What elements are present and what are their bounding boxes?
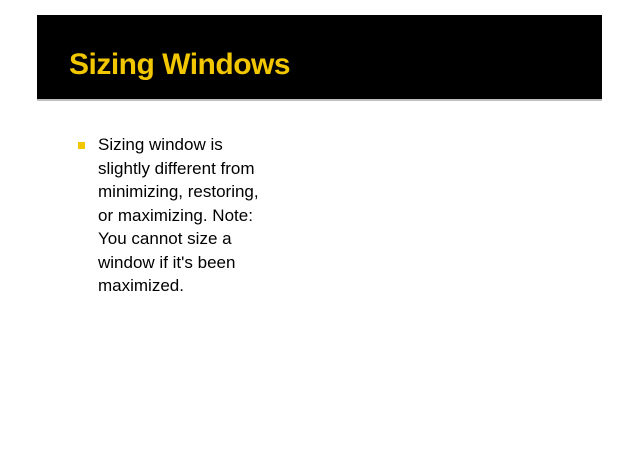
slide-content (76, 133, 316, 298)
bullet-line: slightly different from (98, 158, 255, 178)
bullet-line: or maximizing. Note: (98, 205, 253, 225)
bullet-line: maximized. (98, 276, 184, 295)
bullet-line: minimizing, restoring, (98, 182, 259, 201)
bullet-line: You cannot size a (98, 229, 232, 248)
bullet-line: Sizing window is (98, 135, 223, 154)
title-bar (37, 15, 602, 101)
square-bullet-icon (78, 142, 85, 149)
slide-title: Sizing Windows (69, 48, 291, 81)
bullet-text (98, 133, 316, 298)
bullet-item (76, 133, 316, 298)
bullet-line: window if it's been (98, 252, 236, 272)
